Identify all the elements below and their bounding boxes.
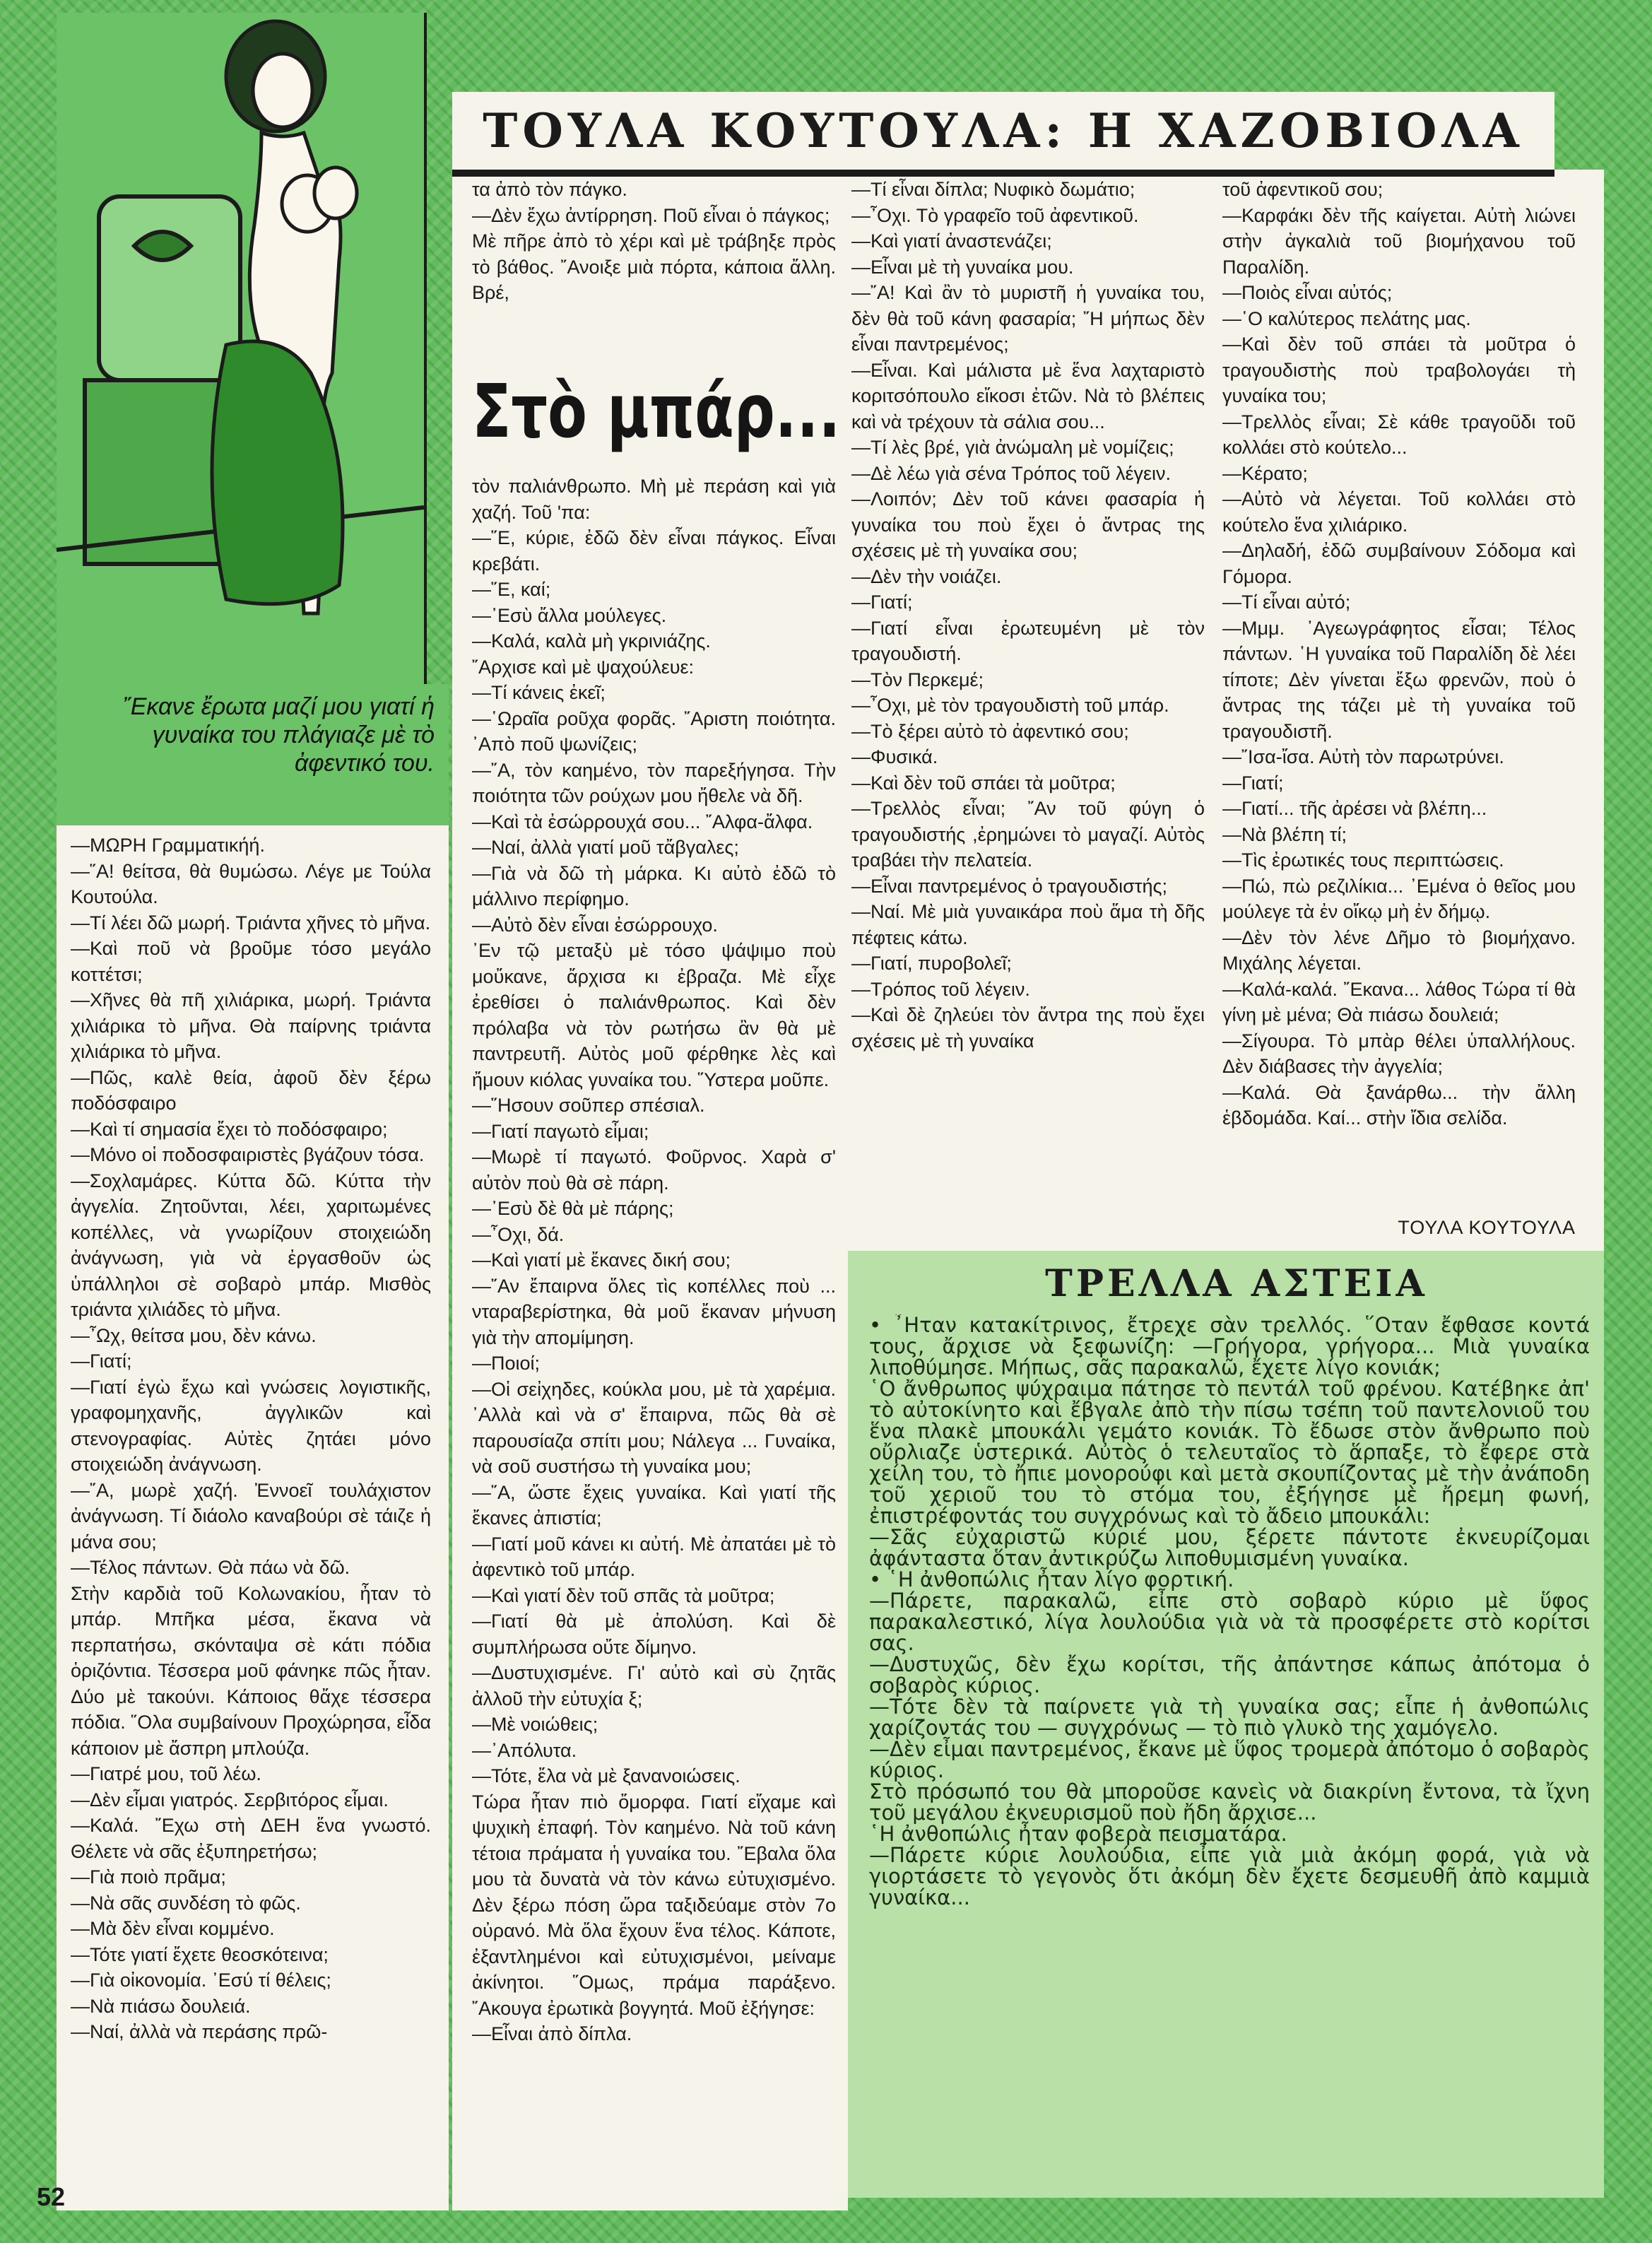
paragraph: —Μὲ νοιώθεις;	[472, 1714, 598, 1735]
article-column-3	[851, 177, 1205, 1244]
paragraph: —Τί λέει δῶ μωρή. Τριάντα χῆνες τὸ μῆνα.	[71, 912, 431, 934]
paragraph: —Καὶ γιατί δὲν τοῦ σπᾶς τὰ μοῦτρα;	[472, 1584, 775, 1606]
paragraph: —Μωρὲ τί παγωτό. Φοῦρνος. Χαρὰ σ' αὐτὸν ποὺ θὰ σὲ πάρη.	[472, 1146, 836, 1194]
paragraph: —Τρελλὸς εἶναι; Σὲ κάθε τραγοῦδι τοῦ κολλάει στὸ κούτελο...	[1222, 411, 1576, 458]
article-column-4	[1222, 177, 1576, 1215]
joke-paragraph: Στὸ πρόσωπό του θὰ μποροῦσε κανεὶς νὰ διακρίνη ἔντονα, τὰ ἴχνη τοῦ μεγάλου ἐκνευρισμοῦ ποὺ ἤδη ἄρχισε...	[869, 1779, 1590, 1825]
paragraph: —Νὰ πιάσω δουλειά.	[71, 1995, 251, 2017]
paragraph: —Τὸν Περκεμέ;	[851, 669, 984, 690]
joke-paragraph: ῾Η ἀνθοπώλις ἦταν φοβερὰ πεισματάρα.	[869, 1822, 1287, 1846]
paragraph: —Γιατί ἐγὼ ἔχω καὶ γνώσεις λογιστικῆς, γραφομηχανῆς, ἀγγλικῶν καὶ στενογραφίας. Αὐτὲς ζητάει μόνο στοιχειώδη ἀνάγνωση.	[71, 1376, 431, 1475]
paragraph: —Λοιπόν; Δὲν τοῦ κάνει φασαρία ἡ γυναίκα του ποὺ ἔχει ὁ ἄντρας της σχέσεις μὲ τὴ γυναίκα σου;	[851, 488, 1205, 561]
headline: ΤΟΥΛΑ ΚΟΥΤΟΥΛΑ: Η ΧΑΖΟΒΙΟΛΑ	[483, 103, 1524, 158]
paragraph: —Γιατί;	[851, 591, 913, 613]
paragraph: —Καὶ δὲ ζηλεύει τὸν ἄντρα της ποὺ ἔχει σχέσεις μὲ τὴ γυναίκα	[851, 1004, 1205, 1052]
article-column-2	[472, 473, 836, 2198]
paragraph: —Δυστυχισμένε. Γι' αὐτὸ καὶ σὺ ζητᾶς ἀλλοῦ τὴν εὐτυχία ξ;	[472, 1662, 836, 1709]
joke-paragraph: • ῏Ηταν κατακίτρινος, ἔτρεχε σὰν τρελλός. ῞Οταν ἔφθασε κοντά τους, ἄρχισε νὰ ξεφωνίζη: —Γρήγορα, γρήγορα... Μιὰ γυναίκα λιποθύμησε. Μήπως, σᾶς παρακαλῶ, ἔχετε λίγο κονιάκ;	[869, 1314, 1590, 1379]
paragraph: —Οἱ σεἰχηδες, κούκλα μου, μὲ τὰ χαρέμια. ᾽Αλλὰ καὶ νὰ σ' ἔπαιρνα, πῶς θὰ σὲ παρουσίαζα σπίτι μου; Νάλεγα ... Γυναίκα, νὰ σοῦ συστήσω τὴ γυναίκα μου;	[472, 1378, 836, 1477]
paragraph: —Γιατί... τῆς ἀρέσει νὰ βλέπη...	[1222, 798, 1487, 819]
paragraph: —Γιατί παγωτὸ εἶμαι;	[472, 1120, 649, 1142]
paragraph: —῎Αν ἔπαιρνα ὅλες τὶς κοπέλλες ποὺ ... νταραβερίστηκα, θὰ μοῦ ἔκαναν μήνυση γιὰ τὴν απομίμηση.	[472, 1275, 836, 1348]
paragraph: —῏Οχι, δά.	[472, 1223, 565, 1245]
paragraph: —Καὶ τὰ ἐσώρρουχά σου... ῎Αλφα-ἄλφα.	[472, 811, 813, 832]
paragraph: —Γιατί;	[71, 1350, 132, 1372]
paragraph: —Σοχλαμάρες. Κύττα δῶ. Κύττα τὴν ἀγγελία. Ζητοῦνται, λέει, χαριτωμένες κοπέλλες, νὰ γνωρίζουν στοιχειώδη ἀνάγνωση, γιὰ νὰ ἐργασθοῦν ὡς ὑπάλληλοι σὲ σοβαρὸ μπάρ. Μισθὸς τριάντα χιλιάδες τὸ μῆνα.	[71, 1170, 431, 1320]
paragraph: —᾽Εσὺ ἄλλα μούλεγες.	[472, 604, 667, 626]
cartoon-illustration	[57, 13, 427, 684]
paragraph: —Ναί, ἀλλὰ νὰ περάσης πρῶ-	[71, 2021, 328, 2042]
paragraph: —῏Οχι, μὲ τὸν τραγουδιστὴ τοῦ μπάρ.	[851, 695, 1169, 716]
paragraph: —Γιὰ νὰ δῶ τὴ μάρκα. Κι αὐτὸ ἐδῶ τὸ μάλλινο περίφημο.	[472, 862, 836, 909]
illustration-caption-box	[57, 684, 449, 825]
paragraph: —῎Α, ὥστε ἔχεις γυναίκα. Καὶ γιατί τῆς ἔκανες ἀπιστία;	[472, 1481, 836, 1529]
paragraph: —Τὸ ξέρει αὐτὸ τὸ ἀφεντικό σου;	[851, 720, 1129, 742]
paragraph: —῎Ισα-ἴσα. Αὐτὴ τὸν παρωτρύνει.	[1222, 746, 1504, 767]
paragraph: —Ποιὸς εἶναι αὐτός;	[1222, 282, 1393, 303]
paragraph: —῎Α, μωρὲ χαζή. Ἐννοεῖ τουλάχιστον ἀνάγνωση. Τί διάολο καναβούρι σὲ τάιζε ἡ μάνα σου;	[71, 1479, 431, 1553]
paragraph: —Μμμ. ᾽Αγεωγράφητος εἶσαι; Τέλος πάντων. ῾Η γυναίκα τοῦ Παραλίδη δὲ λέει τίποτε; Δὲν γίνεται ἔξω φρενῶν, ποὺ ὁ ἄντρας της τάζει μὲ τὴ γυναίκα τοῦ τραγουδιστῆ.	[1222, 617, 1576, 742]
paragraph: ᾽Εν τῷ μεταξὺ μὲ τόσο ψάψιμο ποὺ μοὔκανε, ἄρχισα κι ἐβραζα. Μὲ εἶχε ἐρεθίσει ὁ παλιάνθρωπος. Καὶ δὲν πρόλαβα νὰ τὸν ρωτήσω ἂν θὰ μὲ παντρευτῆ. Αὐτὸς μοῦ φέρθηκε λὲς καὶ ἤμουν κιόλας γυναίκα του. ῞Υστερα μοῦπε.	[472, 940, 836, 1090]
paragraph: —Τί κάνεις ἐκεῖ;	[472, 682, 606, 703]
paragraph: —῾Ωραῖα ροῦχα φορᾶς. ῎Αριστη ποιότητα. ᾽Απὸ ποῦ ψωνίζεις;	[472, 707, 836, 755]
paragraph: Στὴν καρδιὰ τοῦ Κολωνακίου, ἦταν τὸ μπάρ. Μπῆκα μέσα, ἔκανα νὰ περπατήσω, σκόνταψα σὲ κάτι πόδια ὁριζόντια. Τέσσερα μοῦ φάνηκε πῶς ἦταν. Δύο μὲ τακούνι. Κάποιος θἄχε τέσσερα πόδια. ῞Ολα συμβαίνουν Προχώρησα, εἶδα κάποιον μὲ ἄσπρη μπλούζα.	[71, 1582, 431, 1759]
paragraph: —῎Α, τὸν καημένο, τὸν παρεξήγησα. Τὴν ποιότητα τῶν ρούχων μου ἤθελε νὰ δῆ.	[472, 759, 836, 806]
paragraph: —Τί εἶναι αὐτό;	[1222, 591, 1351, 613]
jokes-title: ΤΡΕΛΛΑ ΑΣΤΕΙΑ	[1045, 1262, 1428, 1305]
paragraph: —Καρφάκι δὲν τῆς καίγεται. Αὐτὴ λιώνει στὴν ἀγκαλιὰ τοῦ βιομήχανου τοῦ Παραλίδη.	[1222, 204, 1576, 278]
paragraph: —Γιατί θὰ μὲ ἀπολύση. Καὶ δὲ συμπλήρωσα οὔτε δίμηνο.	[472, 1611, 836, 1658]
paragraph: ῎Αρχισε καὶ μὲ ψαχούλευε:	[472, 656, 695, 678]
page-number: 52	[37, 2182, 66, 2211]
paragraph: —Τὶς ἐρωτικές τους περιπτώσεις.	[1222, 849, 1504, 871]
paragraph: —Μόνο οἱ ποδοσφαιριστὲς βγάζουν τόσα.	[71, 1144, 425, 1165]
author-signature: ΤΟΥΛΑ ΚΟΥΤΟΥΛΑ	[1398, 1217, 1576, 1238]
paragraph: τοῦ ἀφεντικοῦ σου;	[1222, 179, 1383, 200]
paragraph: —Σίγουρα. Τὸ μπὰρ θέλει ὑπαλλήλους. Δὲν διάβασες τὴν ἀγγελία;	[1222, 1030, 1576, 1077]
paragraph: —Καλά. ῎Εχω στὴ ΔΕΗ ἕνα γνωστό. Θέλετε νὰ σᾶς ἐξυπηρετήσω;	[71, 1815, 431, 1862]
paragraph: —Νὰ βλέπη τί;	[1222, 823, 1347, 845]
paragraph: —Πῶς, καλὲ θεία, ἀφοῦ δὲν ξέρω ποδόσφαιρο	[71, 1066, 431, 1114]
paragraph: —Νὰ σᾶς συνδέση τὸ φῶς.	[71, 1892, 301, 1914]
paragraph: —῾Ο καλύτερος πελάτης μας.	[1222, 307, 1471, 329]
paragraph: —Αὐτὸ νὰ λέγεται. Τοῦ κολλάει στὸ κούτελο ἕνα χιλιάρικο.	[1222, 488, 1576, 536]
paragraph: —Τί εἶναι δίπλα; Νυφικὸ δωμάτιο;	[851, 179, 1135, 200]
paragraph: —Δὲν τὸν λένε Δῆμο τὸ βιομήχανο. Μιχάλης λέγεται.	[1222, 926, 1576, 974]
paragraph: τὸν παλιάνθρωπο. Μὴ μὲ περάση καὶ γιὰ χαζή. Τοῦ 'πα:	[472, 476, 836, 523]
jokes-text	[869, 1314, 1590, 2194]
paragraph: —Τρόπος τοῦ λέγειν.	[851, 978, 1030, 1000]
paragraph: —Καλά-καλά. ῎Εκανα... λάθος Τώρα τί θὰ γίνη μὲ μένα; Θὰ πιάσω δουλειά;	[1222, 978, 1576, 1025]
paragraph: —Δὲ λέω γιὰ σένα Τρόπος τοῦ λέγειν.	[851, 462, 1172, 484]
paragraph: —Μὰ δὲν εἶναι κομμένο.	[71, 1918, 275, 1939]
paragraph: —῞Ε, καί;	[472, 579, 551, 600]
paragraph: —῞Α! θείτσα, θὰ θυμώσω. Λέγε με Τούλα Κουτούλα.	[71, 860, 431, 907]
paragraph: —Τότε, ἔλα νὰ μὲ ξανανοιώσεις.	[472, 1765, 741, 1786]
joke-paragraph: ῾Ο ἄνθρωπος ψύχραιμα πάτησε τὸ πεντάλ τοῦ φρένου. Κατέβηκε ἀπ' τὸ αὐτοκίνητο καὶ ἔβγαλε ἀπὸ τὴν πίσω τσέπη τοῦ παντελονιοῦ του ἕνα πλακὲ μπουκάλι γεμάτο κονιάκ. Τὸ ἔδωσε στὸν ἄνθρωπο ποὺ οὔρλιαζε ὑστερικά. Αὐτὸς ὁ τελευταῖος τὸ ἅρπαξε, τὸ ἔφερε στὰ χείλη του, τὸ ἤπιε μονορούφι καὶ μετὰ σκουπίζοντας μὲ τὴν ἀνάποδη τοῦ χεριοῦ του τὸ στόμα του, ἐξήγησε μὲ ἤρεμη φωνή, ἐπιστρέφοντάς του συγχρόνως καὶ τὸ ἄδειο μπουκάλι:	[869, 1377, 1590, 1528]
paragraph: —Γιατί εἶναι ἐρωτευμένη μὲ τὸν τραγουδιστή.	[851, 617, 1205, 664]
paragraph: —Καλά, καλὰ μὴ γκρινιάζης.	[472, 630, 711, 652]
article-column-1	[71, 832, 431, 2175]
illustration-caption: ῎Εκανε ἔρωτα μαζί μου γιατί ἡ γυναίκα του πλάγιαζε μὲ τὸ ἀφεντικό του.	[122, 693, 435, 777]
paragraph: —Γιατί;	[1222, 772, 1284, 794]
paragraph: —Πώ, πὼ ρεζιλίκια... ᾽Εμένα ὁ θεῖος μου μούλεγε τὰ ἐν οἴκῳ μὴ ἐν δήμῳ.	[1222, 875, 1576, 922]
paragraph: —Ναί. Μὲ μιὰ γυναικάρα ποὺ ἅμα τὴ δῆς πέφτεις κάτω.	[851, 901, 1205, 948]
paragraph: —῏Οχι. Τὸ γραφεῖο τοῦ ἀφεντικοῦ.	[851, 204, 1139, 226]
joke-paragraph: —Πάρετε, παρακαλῶ, εἶπε στὸ σοβαρὸ κύριο μὲ ὕφος παρακαλεστικό, λίγα λουλούδια γιὰ νὰ τὰ προσφέρετε στὸ κορίτσι σας.	[869, 1589, 1590, 1655]
paragraph: —Καὶ δὲν τοῦ σπάει τὰ μοῦτρα ὁ τραγουδιστὴς ποὺ τραβολογάει τὴ γυναίκα του;	[1222, 334, 1576, 406]
paragraph: —Δηλαδή, ἐδῶ συμβαίνουν Σόδομα καὶ Γόμορα.	[1222, 540, 1576, 587]
paragraph: —Τότε γιατί ἔχετε θεοσκότεινα;	[71, 1943, 329, 1965]
paragraph: —Ναί, ἀλλὰ γιατί μοῦ τἄβγαλες;	[472, 837, 739, 858]
paragraph: —῞Ησουν σοῦπερ σπέσιαλ.	[472, 1095, 705, 1116]
paragraph: τα ἀπὸ τὸν πάγκο.	[472, 179, 627, 200]
paragraph: —᾽Εσὺ δὲ θὰ μὲ πάρης;	[472, 1198, 674, 1219]
paragraph: —Εἶναι μὲ τὴ γυναίκα μου.	[851, 256, 1074, 278]
paragraph: —Δὲν ἔχω ἀντίρρηση. Ποῦ εἶναι ὁ πάγκος;	[472, 204, 830, 226]
paragraph: —῎Α! Καὶ ἂν τὸ μυριστῆ ἡ γυναίκα του, δὲν θὰ τοῦ κάνη φασαρία; ῎Η μήπως δὲν εἶναι παντρεμένος;	[851, 282, 1205, 355]
paragraph: —Ποιοί;	[472, 1353, 541, 1374]
paragraph: —Τί λὲς βρέ, γιὰ ἀνώμαλη μὲ νομίζεις;	[851, 437, 1174, 458]
joke-paragraph: • ῾Η ἀνθοπώλις ἦταν λίγο φορτική.	[869, 1567, 1234, 1591]
paragraph: —Γιὰ ποιὸ πρᾶμα;	[71, 1866, 226, 1888]
joke-paragraph: —Πάρετε κύριε λουλούδια, εἶπε γιὰ μιὰ ἀκόμη φορά, γιὰ νὰ γιορτάσετε τὸ γεγονὸς ὅτι ἀκόμη δὲν ἔχετε δεσμευθῆ ἀπὸ καμμιὰ γυναίκα...	[869, 1843, 1590, 1909]
paragraph: —Εἶναι ἀπὸ δίπλα.	[472, 2023, 632, 2044]
joke-paragraph: —Δὲν εἶμαι παντρεμένος, ἔκανε μὲ ὕφος τρομερὰ ἀπότομο ὁ σοβαρὸς κύριος.	[869, 1737, 1590, 1782]
paragraph: —Γιατί μοῦ κάνει κι αὐτή. Μὲ ἀπατάει μὲ τὸ ἀφεντικὸ τοῦ μπάρ.	[472, 1533, 836, 1580]
paragraph: —ΜΩΡΗ Γραμματικήή.	[71, 835, 265, 856]
joke-paragraph: —Σᾶς εὐχαριστῶ κύριέ μου, ξέρετε πάντοτε ἐκνευρίζομαι ἀφάνταστα ὅταν ἀντικρύζω λιποθυμισμένη γυναίκα.	[869, 1525, 1590, 1570]
paragraph: —Εἶναι παντρεμένος ὁ τραγουδιστής;	[851, 875, 1167, 897]
paragraph: —Δὲν εἶμαι γιατρός. Σερβιτόρος εἶμαι.	[71, 1789, 389, 1811]
section-subhead: Στὸ μπάρ...	[472, 368, 841, 454]
joke-paragraph: —Δυστυχῶς, δὲν ἔχω κορίτσι, τῆς ἀπάντησε κάπως ἀπότομα ὁ σοβαρὸς κύριος.	[869, 1652, 1590, 1697]
paragraph: Μὲ πῆρε ἀπὸ τὸ χέρι καὶ μὲ τράβηξε πρὸς τὸ βάθος. ῎Ανοιξε μιὰ πόρτα, κάποια ἄλλη. Βρέ,	[472, 230, 836, 303]
paragraph: —Αὐτὸ δὲν εἶναι ἐσώρρουχο.	[472, 914, 718, 936]
paragraph: —Καὶ ποῦ νὰ βροῦμε τόσο μεγάλο κοττέτσι;	[71, 938, 431, 985]
paragraph: —Γιατρέ μου, τοῦ λέω.	[71, 1763, 261, 1784]
paragraph: —Καὶ γιατί ἀναστενάζει;	[851, 230, 1052, 252]
paragraph: —Χῆνες θὰ πῆ χιλιάρικα, μωρή. Τριάντα χιλιάρικα τὸ μῆνα. Θὰ παίρνης τριάντα χιλιάρικα τὸ μῆνα.	[71, 989, 431, 1062]
article-column-2-top	[472, 177, 836, 353]
paragraph: —Τέλος πάντων. Θὰ πάω νὰ δῶ.	[71, 1557, 350, 1578]
paragraph: —Καὶ τί σημασία ἔχει τὸ ποδόσφαιρο;	[71, 1118, 388, 1140]
paragraph: —Δὲν τὴν νοιάζει.	[851, 565, 1002, 587]
paragraph: —Εἶναι. Καὶ μάλιστα μὲ ἕνα λαχταριστὸ κοριτσόπουλο εἴκοσι ἐτῶν. Νὰ τὸ βλέπεις καὶ νὰ τρέχουν τὰ σάλια σου...	[851, 359, 1205, 432]
paragraph: —Γιατί, πυροβολεῖ;	[851, 953, 1012, 974]
paragraph: —Φυσικά.	[851, 746, 938, 767]
paragraph: —᾽Απόλυτα.	[472, 1739, 577, 1761]
paragraph: —Τρελλὸς εἶναι; ῎Αν τοῦ φύγη ὁ τραγουδιστής ,ἐρημώνει τὸ μαγαζί. Αὐτὸς τραβάει τὴν πελατεία.	[851, 798, 1205, 871]
paragraph: —Καὶ δὲν τοῦ σπάει τὰ μοῦτρα;	[851, 772, 1116, 794]
paragraph: Τώρα ἦταν πιὸ ὄμορφα. Γιατί εἴχαμε καὶ ψυχικὴ ἐπαφή. Τὸν καημένο. Νὰ τοῦ κάνη τέτοια πράματα ἡ γυναίκα του. ῎Εβαλα ὅλα μου τὰ δυνατὰ νὰ τὸν κάνω εὐτυχισμένο. Δὲν ξέρω πόση ὥρα ταξιδεύαμε στὸν 7ο οὐρανό. Μὰ ὅλα ἔχουν ἕνα τέλος. Κάποτε, ἐξαντλημένοι καὶ εὐτυχισμένοι, μείναμε ἀκίνητοι. ῞Ομως, πράμα παράξενο. ῎Ακουγα ἐρωτικὰ βογγητά. Μοῦ ἐξήγησε:	[472, 1791, 836, 2019]
paragraph: —Καὶ γιατί μὲ ἔκανες δική σου;	[472, 1249, 731, 1271]
paragraph: —῏Ωχ, θείτσα μου, δὲν κάνω.	[71, 1324, 317, 1346]
paragraph: —Καλά. Θὰ ξανάρθω... τὴν ἄλλη ἑβδομάδα. Καί... στὴν ἴδια σελίδα.	[1222, 1081, 1576, 1129]
paragraph: —Γιὰ οἰκονομία. ᾽Εσύ τί θέλεις;	[71, 1970, 331, 1991]
headline-box	[452, 92, 1554, 177]
paragraph: —῞Ε, κύριε, ἐδῶ δὲν εἶναι πάγκος. Εἶναι κρεβάτι.	[472, 527, 836, 575]
joke-paragraph: —Τότε δὲν τὰ παίρνετε γιὰ τὴ γυναίκα σας; εἶπε ἡ ἀνθοπώλις χαρίζοντάς του — συγχρόνως — τὸ πιὸ γλυκὸ της χαμόγελο.	[869, 1695, 1590, 1740]
paragraph: —Κέρατο;	[1222, 462, 1308, 484]
woman-cartoon-illustration	[57, 13, 424, 684]
